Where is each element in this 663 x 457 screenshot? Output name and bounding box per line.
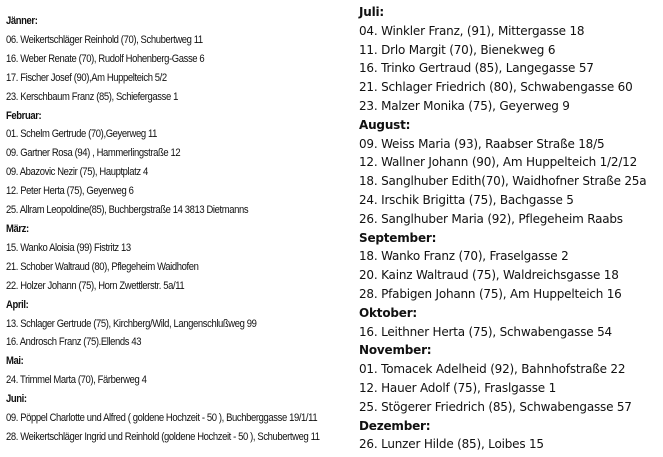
month-heading: November: [359, 343, 432, 358]
list-item: 26. Lunzer Hilde (85), Loibes 15 [359, 437, 544, 452]
list-item: 16. Androsch Franz (75).Ellends 43 [6, 336, 142, 349]
list-item: 09. Weiss Maria (93), Raabser Straße 18/5 [359, 136, 605, 151]
list-item: 18. Sanglhuber Edith(70), Waidhofner Straße 25a [359, 174, 647, 189]
list-item: 04. Winkler Franz, (91), Mittergasse 18 [359, 23, 585, 38]
list-item: 26. Sanglhuber Maria (92), Pflegeheim Raabs [359, 211, 623, 226]
list-item: 12. Wallner Johann (90), Am Huppelteich 1/2/12 [359, 155, 638, 170]
list-item: 21. Schober Waltraud (80), Pflegeheim Waidhofen [6, 260, 199, 273]
month-heading: März: [6, 222, 29, 235]
list-item: 11. Drlo Margit (70), Bienekweg 6 [359, 42, 556, 57]
month-heading: Oktober: [359, 305, 418, 320]
list-item: 09. Abazovic Nezir (75), Hauptplatz 4 [6, 166, 148, 179]
list-item: 12. Hauer Adolf (75), Fraslgasse 1 [359, 380, 557, 395]
list-item: 12. Peter Herta (75), Geyerweg 6 [6, 185, 134, 198]
list-item: 22. Holzer Johann (75), Horn Zwettlerstr. 5a/11 [6, 279, 185, 292]
list-item: 06. Weikertschläger Reinhold (70), Schubertweg 11 [6, 33, 203, 46]
list-item: 23. Kerschbaum Franz (85), Schiefergasse 1 [6, 90, 178, 103]
month-heading: Jänner: [6, 15, 38, 27]
month-heading: September: [359, 230, 437, 245]
list-item: 18. Wanko Franz (70), Fraselgasse 2 [359, 249, 569, 264]
month-heading: Mai: [6, 355, 24, 368]
list-item: 25. Allram Leopoldine(85), Buchbergstraße 14 3813 Dietmanns [6, 204, 249, 217]
list-item: 15. Wanko Aloisia (99) Fistritz 13 [6, 241, 131, 254]
month-heading: Juni: [6, 393, 27, 406]
list-item: 16. Trinko Gertraud (85), Langegasse 57 [359, 61, 594, 76]
month-heading: Februar: [6, 109, 42, 122]
list-item: 23. Malzer Monika (75), Geyerweg 9 [359, 98, 570, 113]
list-item: 09. Pöppel Charlotte und Alfred ( goldene Hochzeit - 50 ), Buchberggasse 19/1/11 [6, 412, 318, 425]
list-item: 01. Schelm Gertrude (70),Geyerweg 11 [6, 128, 157, 141]
list-item: 09. Gartner Rosa (94) , Hammerlingstraße 12 [6, 147, 181, 160]
list-item: 28. Pfabigen Johann (75), Am Huppelteich 16 [359, 286, 622, 301]
month-heading: Dezember: [359, 418, 431, 433]
list-item: 28. Weikertschläger Ingrid und Reinhold (goldene Hochzeit - 50 ), Schubertweg 11 [6, 430, 320, 443]
list-item: 17. Fischer Josef (90),Am Huppelteich 5/2 [6, 71, 167, 84]
list-item: 20. Kainz Waltraud (75), Waldreichsgasse 18 [359, 268, 619, 283]
list-item: 13. Schlager Gertrude (75), Kirchberg/Wild, Langenschlußweg 99 [6, 317, 257, 330]
month-heading: April: [6, 298, 29, 311]
left-column [6, 12, 350, 447]
list-item: 24. Trimmel Marta (70), Färberweg 4 [6, 374, 147, 387]
month-heading: August: [359, 117, 411, 132]
list-item: 21. Schlager Friedrich (80), Schwabengasse 60 [359, 80, 633, 95]
list-item: 01. Tomacek Adelheid (92), Bahnhofstraße 22 [359, 362, 626, 377]
list-item: 16. Leithner Herta (75), Schwabengasse 54 [359, 324, 612, 339]
month-heading: Juli: [359, 5, 385, 19]
list-item: 16. Weber Renate (70), Rudolf Hohenberg-Gasse 6 [6, 52, 205, 65]
list-item: 24. Irschik Brigitta (75), Bachgasse 5 [359, 192, 574, 207]
list-item: 25. Stögerer Friedrich (85), Schwabengasse 57 [359, 399, 632, 414]
right-column [359, 3, 659, 454]
